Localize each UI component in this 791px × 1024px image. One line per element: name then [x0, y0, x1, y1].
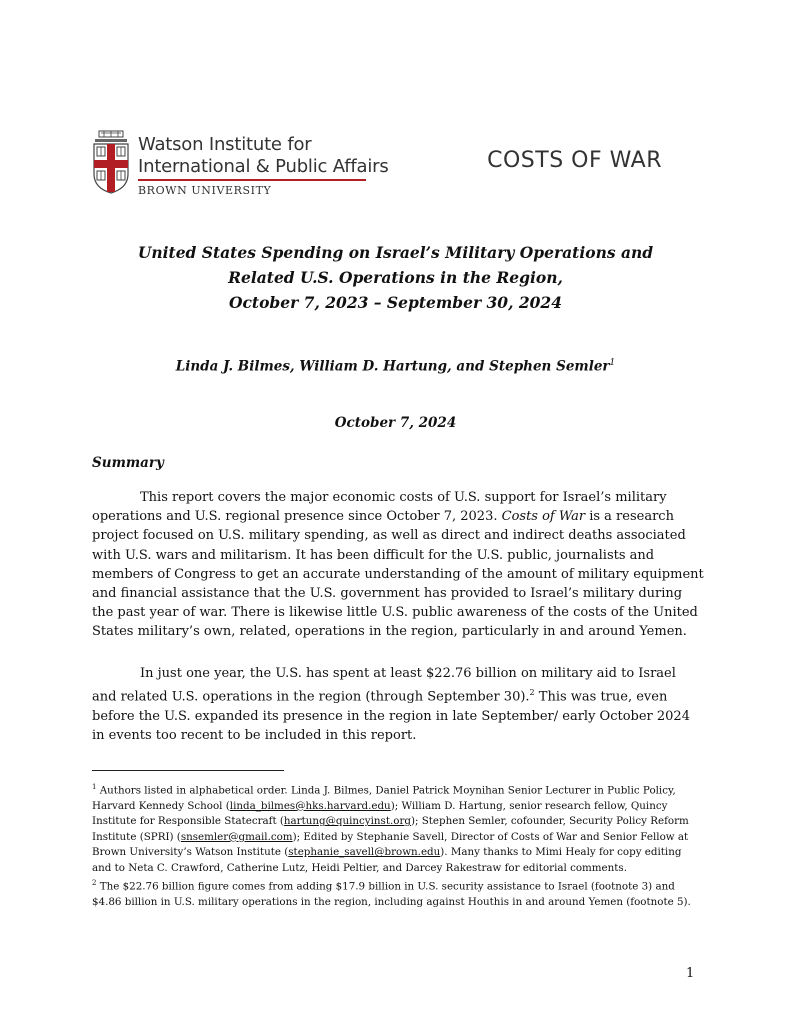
institute-name-line1: Watson Institute for — [138, 134, 312, 155]
p2-footnote-mark: 2 — [529, 688, 535, 698]
p1-italic-project: Costs of War — [501, 509, 586, 525]
p2-text-a: In just one year, the U.S. has spent at least $22.76 billion on military aid to Israel and related U.S. operations in the region (through September 30). — [92, 666, 676, 705]
authors-footnote-mark: 1 — [609, 358, 616, 368]
footnote-2 — [92, 876, 704, 910]
fn1-email-link-3[interactable]: snsemler@gmail.com — [180, 830, 293, 843]
summary-heading: Summary — [92, 455, 164, 471]
fn1-email-link-4[interactable]: stephanie_savell@brown.edu — [288, 846, 441, 859]
summary-paragraph-2 — [92, 664, 704, 745]
authors-text: Linda J. Bilmes, William D. Hartung, and Stephen Semler — [175, 358, 610, 375]
footnote-divider — [92, 770, 284, 771]
fn1-text-c: ); Stephen Semler, cofounder, Security Policy Reform Institute (SPRI) ( — [92, 815, 689, 843]
page-number: 1 — [686, 966, 695, 981]
p1-text-a: This report covers the major economic costs of U.S. support for Israel’s military operations and U.S. regional presence since October 7, 2023. — [92, 490, 667, 525]
title-line3: October 7, 2023 – September 30, 2024 — [228, 293, 563, 312]
footnote-1 — [92, 780, 704, 876]
title-line1: United States Spending on Israel’s Military Operations and — [137, 243, 654, 262]
page-header — [92, 128, 702, 200]
report-authors — [0, 358, 791, 375]
summary-paragraph-1 — [92, 488, 704, 642]
fn1-email-link-1[interactable]: linda_bilmes@hks.harvard.edu — [229, 799, 391, 812]
fn1-text-b: ); William D. Hartung, senior research fellow, Quincy Institute for Responsible Statecraft ( — [92, 799, 668, 828]
footnotes — [92, 780, 704, 911]
p2-text-b: This was true, even before the U.S. expanded its presence in the region in late September/ early October 2024 in events too recent to be included in this report. — [92, 689, 690, 743]
fn1-mark: 1 — [92, 783, 97, 791]
university-name: BROWN UNIVERSITY — [138, 183, 272, 197]
fn1-text-e: ). Many thanks to Mimi Healy for copy editing and to Neta C. Crawford, Catherine Lutz, Heidi Peltier, and Darcey Rakestraw for editorial comments. — [92, 846, 682, 874]
fn1-text-a: Authors listed in alphabetical order. Linda J. Bilmes, Daniel Patrick Moynihan Senior Lecturer in Public Policy, Harvard Kennedy School ( — [92, 784, 676, 812]
fn1-email-link-2[interactable]: hartung@quincyinst.org — [283, 815, 411, 828]
institute-wordmark — [138, 134, 389, 197]
project-name: COSTS OF WAR — [487, 148, 662, 173]
institute-name-line2: International & Public Affairs — [138, 156, 389, 177]
brown-shield-logo-icon — [92, 130, 130, 194]
fn2-text: The $22.76 billion figure comes from adding $17.9 billion in U.S. security assistance to Israel (footnote 3) and $4.86 billion in U.S. military operations in the region, including against Houthis in and around Yemen (footnote 5). — [92, 880, 691, 909]
wordmark-divider — [138, 179, 366, 181]
fn1-text-d: ); Edited by Stephanie Savell, Director of Costs of War and Senior Fellow at Brown University’s Watson Institute ( — [92, 830, 689, 859]
title-line2: Related U.S. Operations in the Region, — [228, 268, 563, 287]
report-date: October 7, 2024 — [334, 415, 457, 431]
p1-text-b: is a research project focused on U.S. military spending, as well as direct and indirect deaths associated with U.S. wars and militarism. It has been difficult for the U.S. public, journalists and members of Congress to get an accurate understanding of the amount of military equipment and financial assistance that the U.S. government has provided to Israel’s military during the past year of war. There is likewise little U.S. public awareness of the costs of the United States military’s own, related, operations in the region, particularly in and around Yemen. — [92, 509, 704, 640]
fn2-mark: 2 — [92, 879, 97, 888]
report-title — [0, 240, 791, 315]
